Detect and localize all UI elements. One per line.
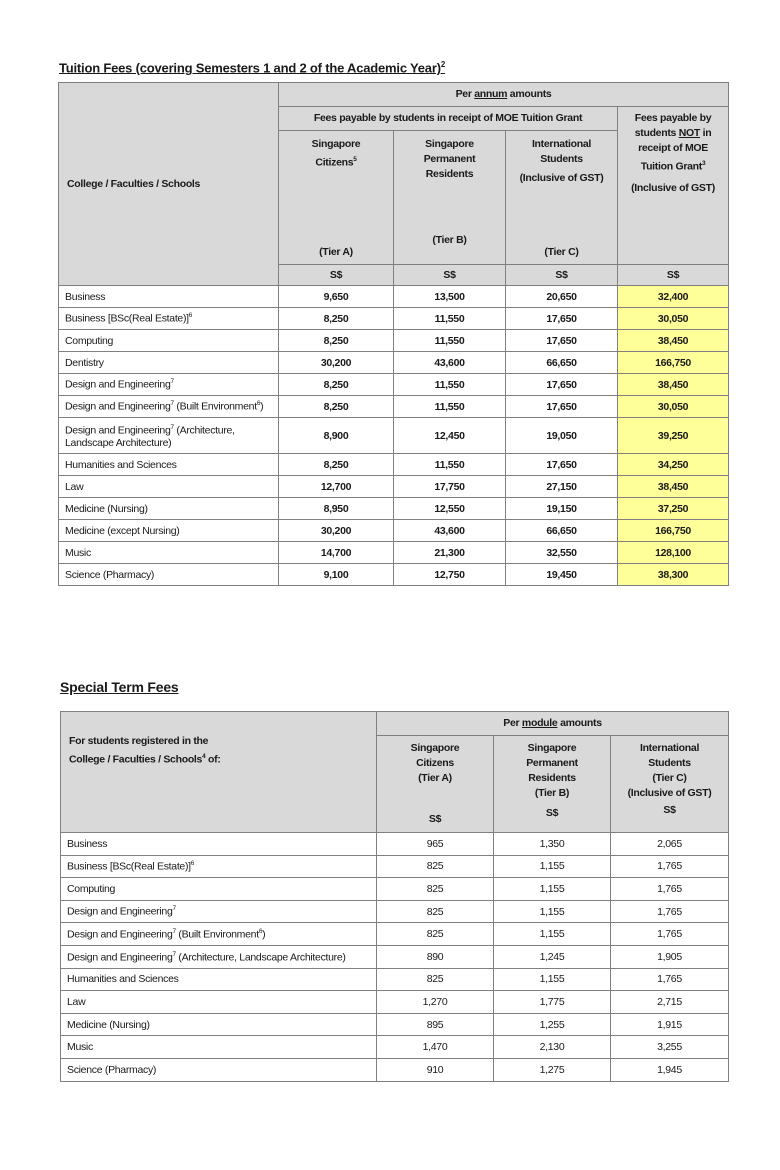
- not-moe-fee-cell: 128,100: [618, 542, 729, 564]
- tier-c-fee-cell: 1,765: [611, 900, 729, 923]
- college-name-cell: Science (Pharmacy): [61, 1058, 377, 1081]
- tier-b-fee-cell: 11,550: [394, 454, 506, 476]
- tier-c-fee-cell: 1,905: [611, 945, 729, 968]
- college-column-header: College / Faculties / Schools: [59, 83, 279, 286]
- tier-a-fee-cell: 890: [377, 945, 494, 968]
- tier-c-fee-cell: 19,050: [506, 418, 618, 454]
- tier-c-fee-cell: 32,550: [506, 542, 618, 564]
- not-moe-column-header: Fees payable by students NOT in receipt of MOE Tuition Grant$^3$ (Inclusive of GST): [618, 107, 729, 265]
- tier-c-fee-cell: 17,650: [506, 330, 618, 352]
- tier-a-fee-cell: 1,470: [377, 1036, 494, 1059]
- table-row: [59, 454, 729, 476]
- table-row: [61, 833, 729, 856]
- table-row: [59, 564, 729, 586]
- tier-a-fee-cell: 1,270: [377, 991, 494, 1014]
- tier-a-fee-cell: 30,200: [279, 352, 394, 374]
- college-name-cell: Design and Engineering$^7$ (Built Environment$^6$): [59, 396, 279, 418]
- currency-label: S$: [618, 265, 729, 286]
- table-row: [59, 374, 729, 396]
- currency-label: S$: [506, 265, 618, 286]
- table-row: [61, 1058, 729, 1081]
- currency-label: S$: [394, 265, 506, 286]
- tier-b-fee-cell: 1,245: [494, 945, 611, 968]
- tier-b-fee-cell: 11,550: [394, 396, 506, 418]
- tier-a-fee-cell: 8,250: [279, 308, 394, 330]
- not-moe-fee-cell: 34,250: [618, 454, 729, 476]
- tier-c-fee-cell: 17,650: [506, 454, 618, 476]
- tier-c-column-header: International Students (Inclusive of GST): [506, 131, 618, 227]
- table-row: [59, 476, 729, 498]
- tier-c-fee-cell: 17,650: [506, 374, 618, 396]
- table-row: [61, 968, 729, 991]
- table-row: [61, 855, 729, 878]
- tier-c-fee-cell: 1,945: [611, 1058, 729, 1081]
- table-row: [61, 923, 729, 946]
- tier-b-fee-cell: 1,155: [494, 878, 611, 901]
- table-row: [61, 878, 729, 901]
- tier-c-fee-cell: 1,765: [611, 878, 729, 901]
- special-term-fees-table: [60, 711, 729, 1082]
- table-row: [61, 1013, 729, 1036]
- currency-label: S$: [663, 804, 676, 816]
- college-name-cell: Computing: [61, 878, 377, 901]
- tier-a-fee-cell: 910: [377, 1058, 494, 1081]
- table-row: [59, 330, 729, 352]
- table-row: [59, 542, 729, 564]
- tier-c-fee-cell: 2,715: [611, 991, 729, 1014]
- tier-a-column-header: Singapore Citizens (Tier A) S$: [377, 736, 494, 833]
- not-moe-fee-cell: 30,050: [618, 396, 729, 418]
- tier-a-fee-cell: 9,650: [279, 286, 394, 308]
- moe-grant-group-header: Fees payable by students in receipt of MOE Tuition Grant: [279, 107, 618, 131]
- not-moe-fee-cell: 37,250: [618, 498, 729, 520]
- tier-b-fee-cell: 11,550: [394, 308, 506, 330]
- tier-a-fee-cell: 8,250: [279, 454, 394, 476]
- tuition-fees-title: Tuition Fees (covering Semesters 1 and 2 of the Academic Year)$^2$: [59, 60, 446, 76]
- tier-c-fee-cell: 3,255: [611, 1036, 729, 1059]
- tier-a-fee-cell: 825: [377, 968, 494, 991]
- tier-a-fee-cell: 8,250: [279, 330, 394, 352]
- tier-c-fee-cell: 66,650: [506, 520, 618, 542]
- tier-b-fee-cell: 1,275: [494, 1058, 611, 1081]
- tier-c-fee-cell: 19,150: [506, 498, 618, 520]
- tier-c-fee-cell: 17,650: [506, 396, 618, 418]
- table-row: [61, 900, 729, 923]
- college-name-cell: Design and Engineering$^7$ (Architecture, Landscape Architecture): [61, 945, 377, 968]
- table-row: [59, 396, 729, 418]
- table-row: [59, 520, 729, 542]
- tier-a-fee-cell: 8,250: [279, 396, 394, 418]
- not-moe-fee-cell: 30,050: [618, 308, 729, 330]
- tier-b-fee-cell: 1,350: [494, 833, 611, 856]
- college-name-cell: Music: [59, 542, 279, 564]
- tier-c-column-header: International Students (Tier C) (Inclusive of GST) S$: [611, 736, 729, 833]
- table-row: [61, 1036, 729, 1059]
- tier-b-fee-cell: 12,750: [394, 564, 506, 586]
- college-name-cell: Design and Engineering$^7$ (Built Environment$^6$): [61, 923, 377, 946]
- not-moe-fee-cell: 38,450: [618, 374, 729, 396]
- college-name-cell: Humanities and Sciences: [59, 454, 279, 476]
- tuition-table-body: [59, 286, 729, 586]
- per-annum-header: Per annum amounts: [279, 83, 729, 107]
- tier-b-fee-cell: 1,155: [494, 923, 611, 946]
- tier-c-label: (Tier C): [506, 227, 618, 265]
- tier-b-fee-cell: 12,550: [394, 498, 506, 520]
- special-term-fees-title: Special Term Fees: [60, 679, 179, 695]
- college-name-cell: Dentistry: [59, 352, 279, 374]
- tier-a-fee-cell: 8,250: [279, 374, 394, 396]
- tier-b-fee-cell: 1,775: [494, 991, 611, 1014]
- tuition-fees-table: [58, 82, 729, 586]
- college-name-cell: Law: [61, 991, 377, 1014]
- tier-a-fee-cell: 825: [377, 878, 494, 901]
- tier-c-fee-cell: 1,765: [611, 855, 729, 878]
- college-name-cell: Business: [59, 286, 279, 308]
- college-name-cell: Design and Engineering$^7$: [59, 374, 279, 396]
- college-name-cell: Design and Engineering$^7$ (Architecture, Landscape Architecture): [59, 418, 279, 454]
- tier-b-fee-cell: 11,550: [394, 374, 506, 396]
- tier-a-label: (Tier A): [279, 227, 394, 265]
- tier-b-fee-cell: 12,450: [394, 418, 506, 454]
- college-name-cell: Science (Pharmacy): [59, 564, 279, 586]
- college-name-cell: Medicine (except Nursing): [59, 520, 279, 542]
- college-name-cell: Design and Engineering$^7$: [61, 900, 377, 923]
- tier-c-fee-cell: 2,065: [611, 833, 729, 856]
- tier-b-fee-cell: 2,130: [494, 1036, 611, 1059]
- table-row: [59, 352, 729, 374]
- per-module-header: Per module amounts: [377, 712, 729, 736]
- tier-b-fee-cell: 43,600: [394, 352, 506, 374]
- tier-c-fee-cell: 17,650: [506, 308, 618, 330]
- tier-b-label: (Tier B): [394, 227, 506, 265]
- tier-a-fee-cell: 825: [377, 900, 494, 923]
- tier-c-fee-cell: 66,650: [506, 352, 618, 374]
- tier-b-column-header: Singapore Permanent Residents: [394, 131, 506, 227]
- table-row: [59, 498, 729, 520]
- tier-c-fee-cell: 19,450: [506, 564, 618, 586]
- tier-a-fee-cell: 895: [377, 1013, 494, 1036]
- currency-label: S$: [428, 813, 442, 825]
- tier-b-fee-cell: 1,155: [494, 900, 611, 923]
- tier-b-column-header: Singapore Permanent Residents (Tier B) S$: [494, 736, 611, 833]
- tier-b-fee-cell: 11,550: [394, 330, 506, 352]
- tier-c-fee-cell: 27,150: [506, 476, 618, 498]
- tier-b-fee-cell: 43,600: [394, 520, 506, 542]
- table-row: [61, 945, 729, 968]
- not-moe-fee-cell: 38,450: [618, 476, 729, 498]
- tier-b-fee-cell: 21,300: [394, 542, 506, 564]
- college-name-cell: Music: [61, 1036, 377, 1059]
- college-name-cell: Medicine (Nursing): [61, 1013, 377, 1036]
- tier-a-fee-cell: 825: [377, 923, 494, 946]
- tier-b-fee-cell: 1,155: [494, 855, 611, 878]
- tier-a-fee-cell: 8,900: [279, 418, 394, 454]
- not-moe-fee-cell: 39,250: [618, 418, 729, 454]
- tier-c-fee-cell: 1,765: [611, 923, 729, 946]
- not-moe-fee-cell: 166,750: [618, 520, 729, 542]
- not-moe-fee-cell: 38,450: [618, 330, 729, 352]
- tier-c-fee-cell: 20,650: [506, 286, 618, 308]
- not-moe-fee-cell: 166,750: [618, 352, 729, 374]
- tier-a-fee-cell: 8,950: [279, 498, 394, 520]
- tier-b-fee-cell: 13,500: [394, 286, 506, 308]
- tier-a-fee-cell: 30,200: [279, 520, 394, 542]
- tier-a-fee-cell: 965: [377, 833, 494, 856]
- college-name-cell: Business [BSc(Real Estate)]$^6$: [61, 855, 377, 878]
- tier-c-fee-cell: 1,765: [611, 968, 729, 991]
- table-row: [61, 991, 729, 1014]
- tier-a-fee-cell: 12,700: [279, 476, 394, 498]
- tier-b-fee-cell: 17,750: [394, 476, 506, 498]
- table-row: [59, 418, 729, 454]
- currency-label: S$: [545, 807, 559, 819]
- college-name-cell: Law: [59, 476, 279, 498]
- footnote-ref: 2: [440, 60, 446, 69]
- college-name-cell: Business: [61, 833, 377, 856]
- tier-c-fee-cell: 1,915: [611, 1013, 729, 1036]
- tier-a-fee-cell: 9,100: [279, 564, 394, 586]
- college-name-cell: Humanities and Sciences: [61, 968, 377, 991]
- currency-label: S$: [279, 265, 394, 286]
- college-column-header: For students registered in the College / Faculties / Schools$^4$ of:: [61, 712, 377, 833]
- not-moe-fee-cell: 32,400: [618, 286, 729, 308]
- tier-b-fee-cell: 1,255: [494, 1013, 611, 1036]
- tier-a-fee-cell: 825: [377, 855, 494, 878]
- not-moe-fee-cell: 38,300: [618, 564, 729, 586]
- college-name-cell: Business [BSc(Real Estate)]$^6$: [59, 308, 279, 330]
- college-name-cell: Medicine (Nursing): [59, 498, 279, 520]
- college-name-cell: Computing: [59, 330, 279, 352]
- tier-a-fee-cell: 14,700: [279, 542, 394, 564]
- table-row: [59, 286, 729, 308]
- table-row: [59, 308, 729, 330]
- tier-a-column-header: Singapore Citizens$^5$: [279, 131, 394, 227]
- tier-b-fee-cell: 1,155: [494, 968, 611, 991]
- special-table-body: [61, 833, 729, 1082]
